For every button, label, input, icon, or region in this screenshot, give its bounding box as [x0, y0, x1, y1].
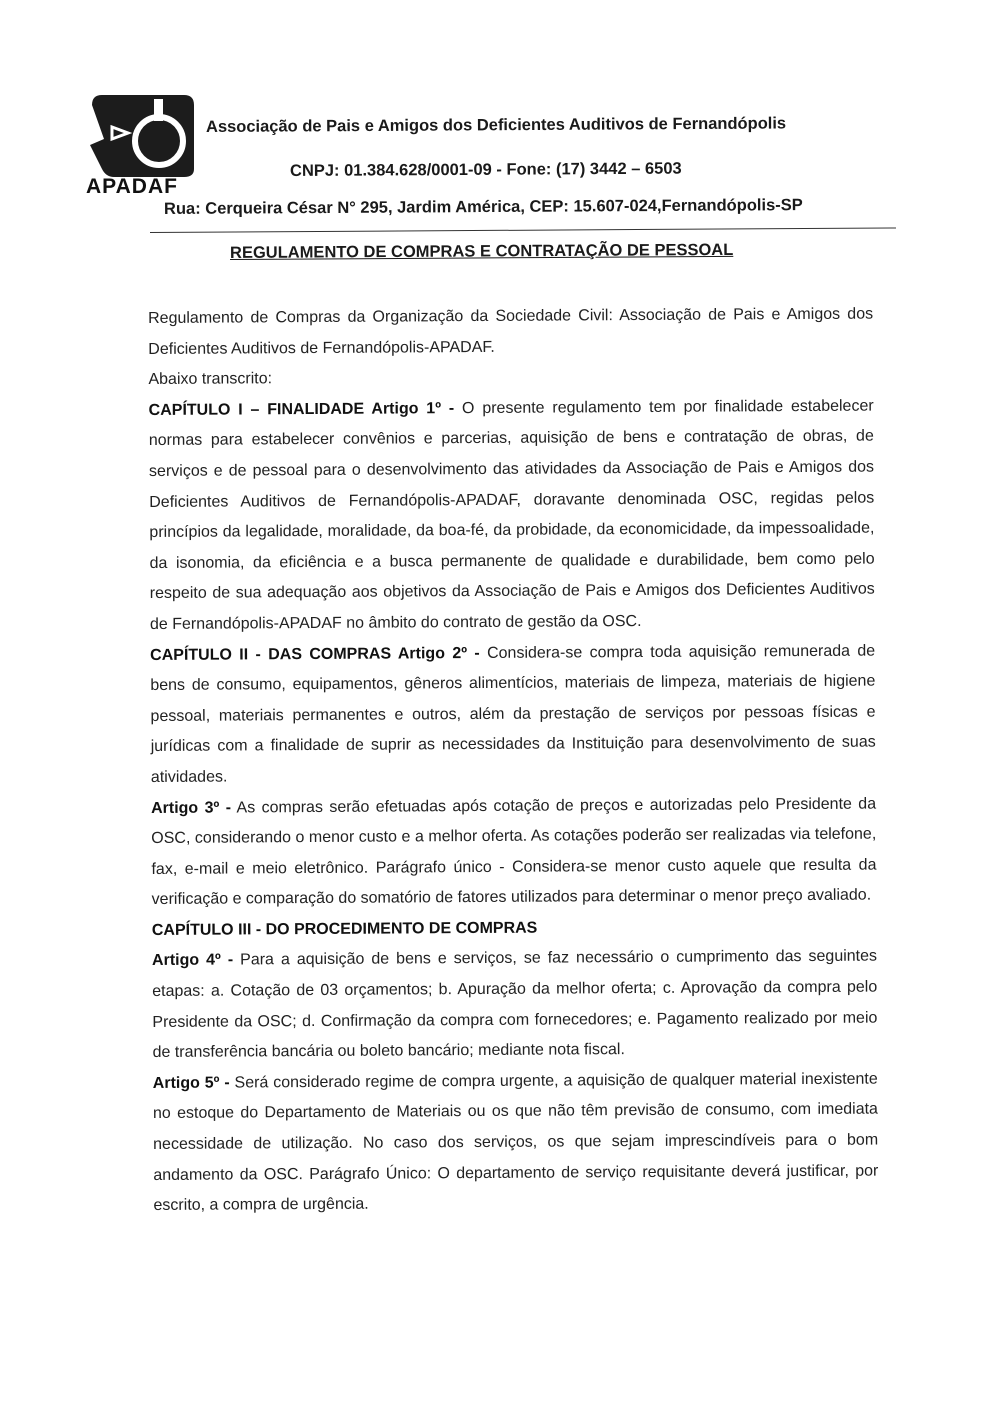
document-title: REGULAMENTO DE COMPRAS E CONTRATAÇÃO DE PESSOAL: [229, 240, 734, 262]
article-2-text: Considera-se compra toda aquisição remunerada de bens de consumo, equipamentos, gêneros alimentícios, materiais de limpeza, materiais de higiene pessoal, materiais permanentes e outros, além da prestação de serviços por pessoas físicas e jurídicas com a finalidade de suprir as necessidades da Instituição para desenvolvimento de suas atividades.: [150, 642, 876, 786]
cnpj-phone-line: CNPJ: 01.384.628/0001-09 - Fone: (17) 3442 – 6503: [289, 159, 682, 180]
document-body: [148, 300, 879, 1240]
article-4-text: Para a aquisição de bens e serviços, se faz necessário o cumprimento das seguintes etapas: a. Cotação de 03 orçamentos; b. Apuração da melhor oferta; c. Aprovação da compra pelo Presidente da OSC; d. Confirmação da compra com fornecedores; e. Pagamento realizado por meio de transferência bancária ou boleto bancário; mediante nota fiscal.: [152, 948, 878, 1062]
article-3-text: As compras serão efetuadas após cotação de preços e autorizadas pelo Presidente da OSC, considerando o menor custo e a melhor oferta. As cotações poderão ser realizadas via telefone, fax, e-mail e meio eletrônico. Parágrafo único - Considera-se menor custo aquele que resulta da verificação e comparação do somatório de fatores utilizados para determinar o menor preço avaliado.: [151, 795, 877, 909]
article-5-paragraph: [153, 1064, 879, 1221]
address-line: Rua: Cerqueira César N° 295, Jardim América, CEP: 15.607-024,Fernandópolis-SP: [163, 196, 803, 218]
logo-wordmark: APADAF: [86, 175, 178, 198]
article-6-paragraph-cut: [154, 1217, 879, 1239]
article-1-text: O presente regulamento tem por finalidade estabelecer normas para estabelecer convênios e parcerias, aquisição de bens e contratação de obras, de serviços e de pessoal para o desenvolvimento das atividades da Associação de Pais e Amigos dos Deficientes Auditivos de Fernandópolis-APADAF, doravante denominada OSC, regidas pelos princípios da legalidade, moralidade, da boa-fé, da probidade, da economicidade, da impessoalidade, da isonomia, da eficiência e a busca permanente de qualidade e durabilidade, bem como pelo respeito de sua adequação aos objetivos da Associação de Pais e Amigos dos Deficientes Auditivos de Fernandópolis-APADAF no âmbito do contrato de gestão da OSC.: [148, 397, 875, 633]
article-4-heading: Artigo 4º -: [151, 951, 234, 970]
ear-logo-icon: [84, 93, 204, 178]
article-4-paragraph: [152, 942, 878, 1069]
article-5-text: Será considerado regime de compra urgente, a aquisição de qualquer material inexistente no estoque do Departamento de Materiais ou os que não têm previsão de consumo, com imediata necessidade de utilização. No caso dos serviços, os que sejam imprescindíveis para o bom andamento da OSC. Parágrafo Único: O departamento de serviço requisitante deverá justificar, por escrito, a compra de urgência.: [152, 1070, 879, 1215]
transcribed-line: Abaixo transcrito:: [148, 370, 273, 389]
header-divider: [150, 227, 896, 233]
chapter-1-heading: CAPÍTULO I – FINALIDADE Artigo 1º -: [148, 399, 455, 419]
article-3-paragraph: [151, 789, 877, 916]
article-5-heading: Artigo 5º -: [152, 1074, 230, 1092]
organization-name: Associação de Pais e Amigos dos Deficientes Auditivos de Fernandópolis: [205, 114, 787, 136]
intro-paragraph: Regulamento de Compras da Organização da Sociedade Civil: Associação de Pais e Amigos dos Deficientes Auditivos de Fernandópolis-APADAF.: [148, 305, 874, 358]
chapter-2-heading: CAPÍTULO II - DAS COMPRAS Artigo 2º -: [150, 644, 480, 664]
chapter-3-heading: CAPÍTULO III - DO PROCEDIMENTO DE COMPRAS: [151, 919, 538, 939]
article-3-heading: Artigo 3º -: [151, 799, 232, 817]
chapter-1-paragraph: [149, 391, 875, 640]
chapter-2-paragraph: [150, 636, 876, 793]
apadaf-logo: [84, 93, 204, 203]
